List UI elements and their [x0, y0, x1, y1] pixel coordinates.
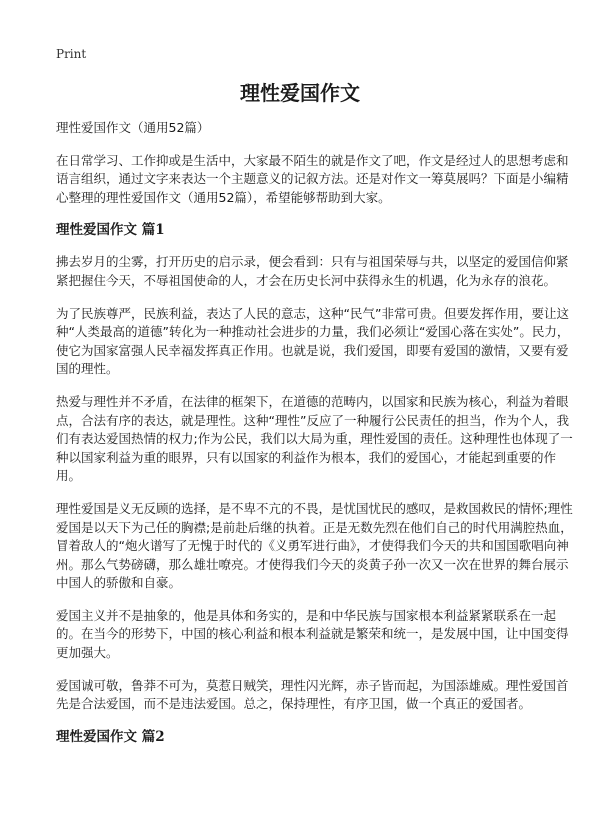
paragraph: 拂去岁月的尘雾，打开历史的启示录，便会看到：只有与祖国荣辱与共，以坚定的爱国信仰紧紧把握住今天，不辱祖国使命的人，才会在历史长河中获得永生的机遇，化为永存的浪花。	[56, 254, 569, 288]
paragraph: 爱国诚可敬，鲁莽不可为，莫惹日贼笑，理性闪光辉，赤子皆而起，为国添雄威。理性爱国首先是合法爱国，而不是违法爱国。总之，保持理性，有序卫国，做一个真正的爱国者。	[56, 677, 569, 712]
section-heading-2: 理性爱国作文 篇2	[56, 728, 165, 745]
paragraph: 理性爱国是义无反顾的选择，是不卑不亢的不畏，是忧国忧民的感叹，是救国救民的情怀;理性爱国是以天下为己任的胸襟;是前赴后继的执着。正是无数先烈在他们自己的时代用满腔热血，冒着敌人的“炮火谱写了无愧于时代的《义勇军进行曲》，才使得我们今天的共和国国歌唱向神州。那么气势磅礴，那么雄壮嘹亮。才使得我们今天的炎黄子孙一次又一次在世界的舞台展示中国人的骄傲和自豪。	[56, 500, 573, 591]
paragraph: 为了民族尊严，民族利益，表达了人民的意志，这种“民气”非常可贵。但要发挥作用，要让这种“人类最高的道德”转化为一种推动社会进步的力量，我们必须让“爱国心落在实处”。民力，使它为国家富强人民幸福发挥真正作用。也就是说，我们爱国，即要有爱国的激情，又要有爱国的理性。	[56, 305, 570, 377]
section-heading-1: 理性爱国作文 篇1	[56, 222, 165, 239]
document-subtitle: 理性爱国作文（通用52篇）	[56, 120, 210, 135]
paragraph: 爱国主义并不是抽象的，他是具体和务实的，是和中华民族与国家根本利益紧紧联系在一起的。在当今的形势下，中国的核心利益和根本利益就是繁荣和统一，是发展中国，让中国变得更加强大。	[56, 607, 569, 661]
document-body	[56, 119, 576, 760]
print-label: Print	[56, 47, 87, 61]
paragraph: 热爱与理性并不矛盾，在法律的框架下，在道德的范畴内，以国家和民族为核心，利益为着眼点，合法有序的表达，就是理性。这种“理性”反应了一种履行公民责任的担当，作为个人，我们有表达爱国热情的权力;作为公民，我们以大局为重，理性爱国的责任。这种理性也体现了一种以国家利益为重的眼界，只有以国家的利益作为根本，我们的爱国心，才能起到重要的作用。	[56, 393, 573, 484]
page-title: 理性爱国作文	[240, 81, 360, 105]
intro-paragraph: 在日常学习、工作抑或是生活中，大家最不陌生的就是作文了吧，作文是经过人的思想考虑和语言组织，通过文字来表达一个主题意义的记叙方法。还是对作文一筹莫展吗？下面是小编精心整理的理性爱国作文（通用52篇），希望能够帮助到大家。	[56, 152, 569, 205]
